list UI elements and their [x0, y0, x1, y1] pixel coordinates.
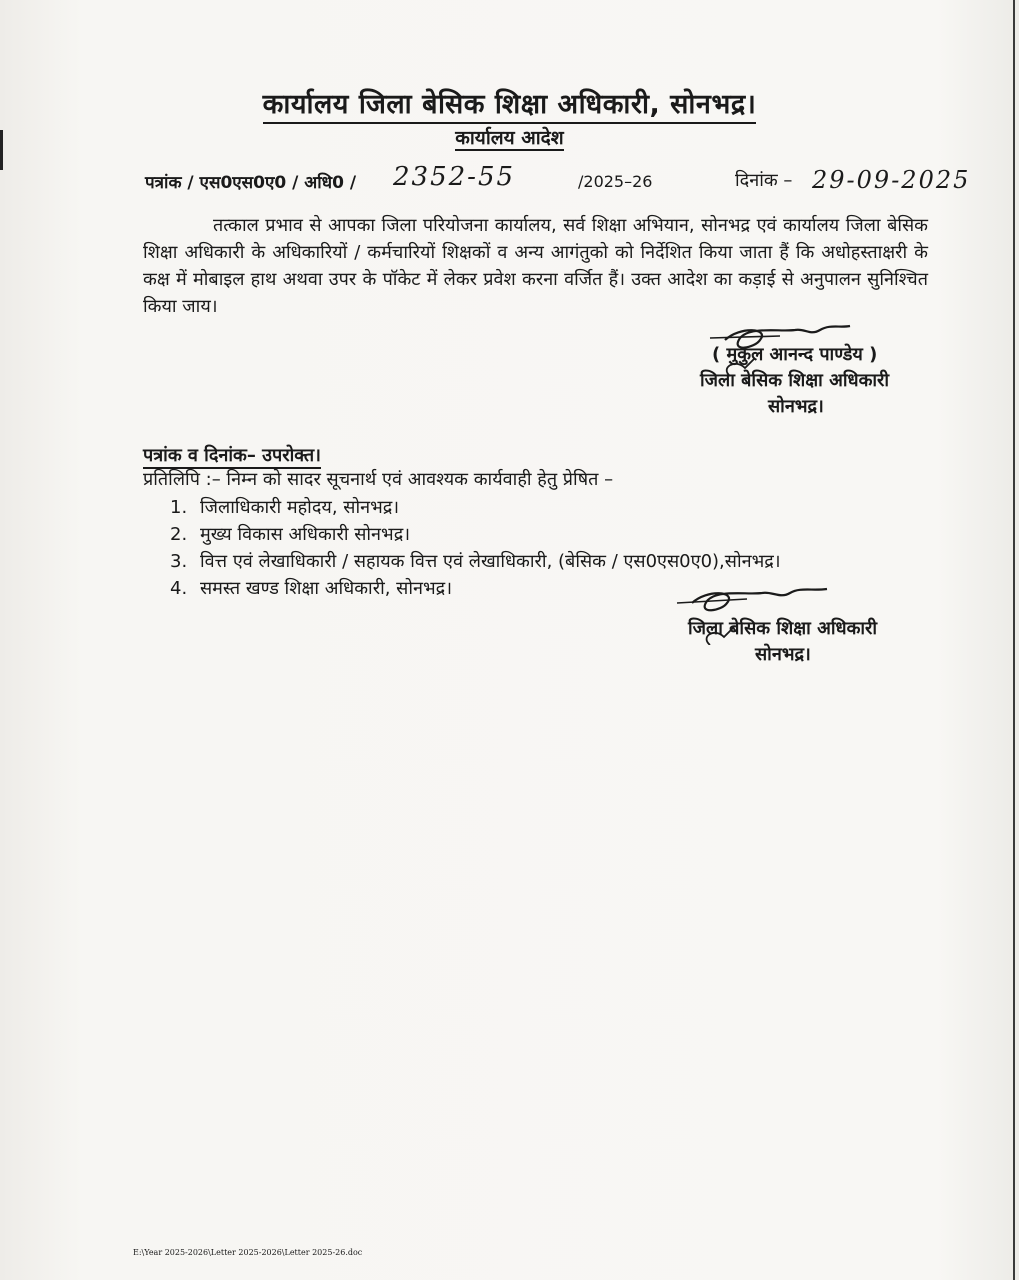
- reference-same: पत्रांक व दिनांक– उपरोक्त।: [143, 443, 321, 469]
- list-item: 4. समस्त खण्ड शिक्षा अधिकारी, सोनभद्र।: [170, 578, 453, 599]
- file-path-footer: E:\Year 2025-2026\Letter 2025-2026\Letter 2025-26.doc: [133, 1248, 363, 1257]
- copy-intro: प्रतिलिपि :– निम्न को सादर सूचनार्थ एवं आवश्यक कार्यवाही हेतु प्रेषित –: [143, 469, 614, 490]
- order-subtitle: कार्यालय आदेश: [455, 127, 564, 149]
- date-label: दिनांक –: [735, 170, 793, 191]
- officer-place-2: सोनभद्र।: [755, 644, 811, 665]
- handwritten-date: 29-09-2025: [812, 166, 971, 194]
- reference-prefix: पत्रांक / एस0एस0ए0 / अधि0 /: [145, 173, 357, 193]
- officer-designation: जिला बेसिक शिक्षा अधिकारी: [700, 370, 890, 391]
- officer-designation-2: जिला बेसिक शिक्षा अधिकारी: [688, 618, 878, 639]
- list-item: 2. मुख्य विकास अधिकारी सोनभद्र।: [170, 524, 411, 545]
- officer-place: सोनभद्र।: [768, 396, 824, 417]
- handwritten-letter-number: 2352-55: [393, 162, 516, 192]
- list-item: 3. वित्त एवं लेखाधिकारी / सहायक वित्त एवं लेखाधिकारी, (बेसिक / एस0एस0ए0),सोनभद्र।: [170, 551, 781, 572]
- order-paragraph: तत्काल प्रभाव से आपका जिला परियोजना कार्यालय, सर्व शिक्षा अभियान, सोनभद्र एवं कार्यालय जिला बेसिक शिक्षा अधिकारी के अधिकारियों / कर्मचारियों शिक्षकों व अन्य आगंतुको को निर्देशित किया जाता हैं कि अधोहस्ताक्षरी के कक्ष में मोबाइल हाथ अथवा उपर के पॉकेट में लेकर प्रवेश करना वर्जित हैं। उक्त आदेश का कड़ाई से अनुपालन सुनिश्चित किया जाय।: [143, 215, 928, 317]
- page-edge-line: [1013, 0, 1015, 1280]
- office-title: कार्यालय जिला बेसिक शिक्षा अधिकारी, सोनभद्र।: [0, 84, 1019, 121]
- officer-name: ( मुकुल आनन्द पाण्डेय ): [712, 344, 878, 365]
- list-item: 1. जिलाधिकारी महोदय, सोनभद्र।: [170, 497, 400, 518]
- reference-year: /2025–26: [578, 172, 653, 191]
